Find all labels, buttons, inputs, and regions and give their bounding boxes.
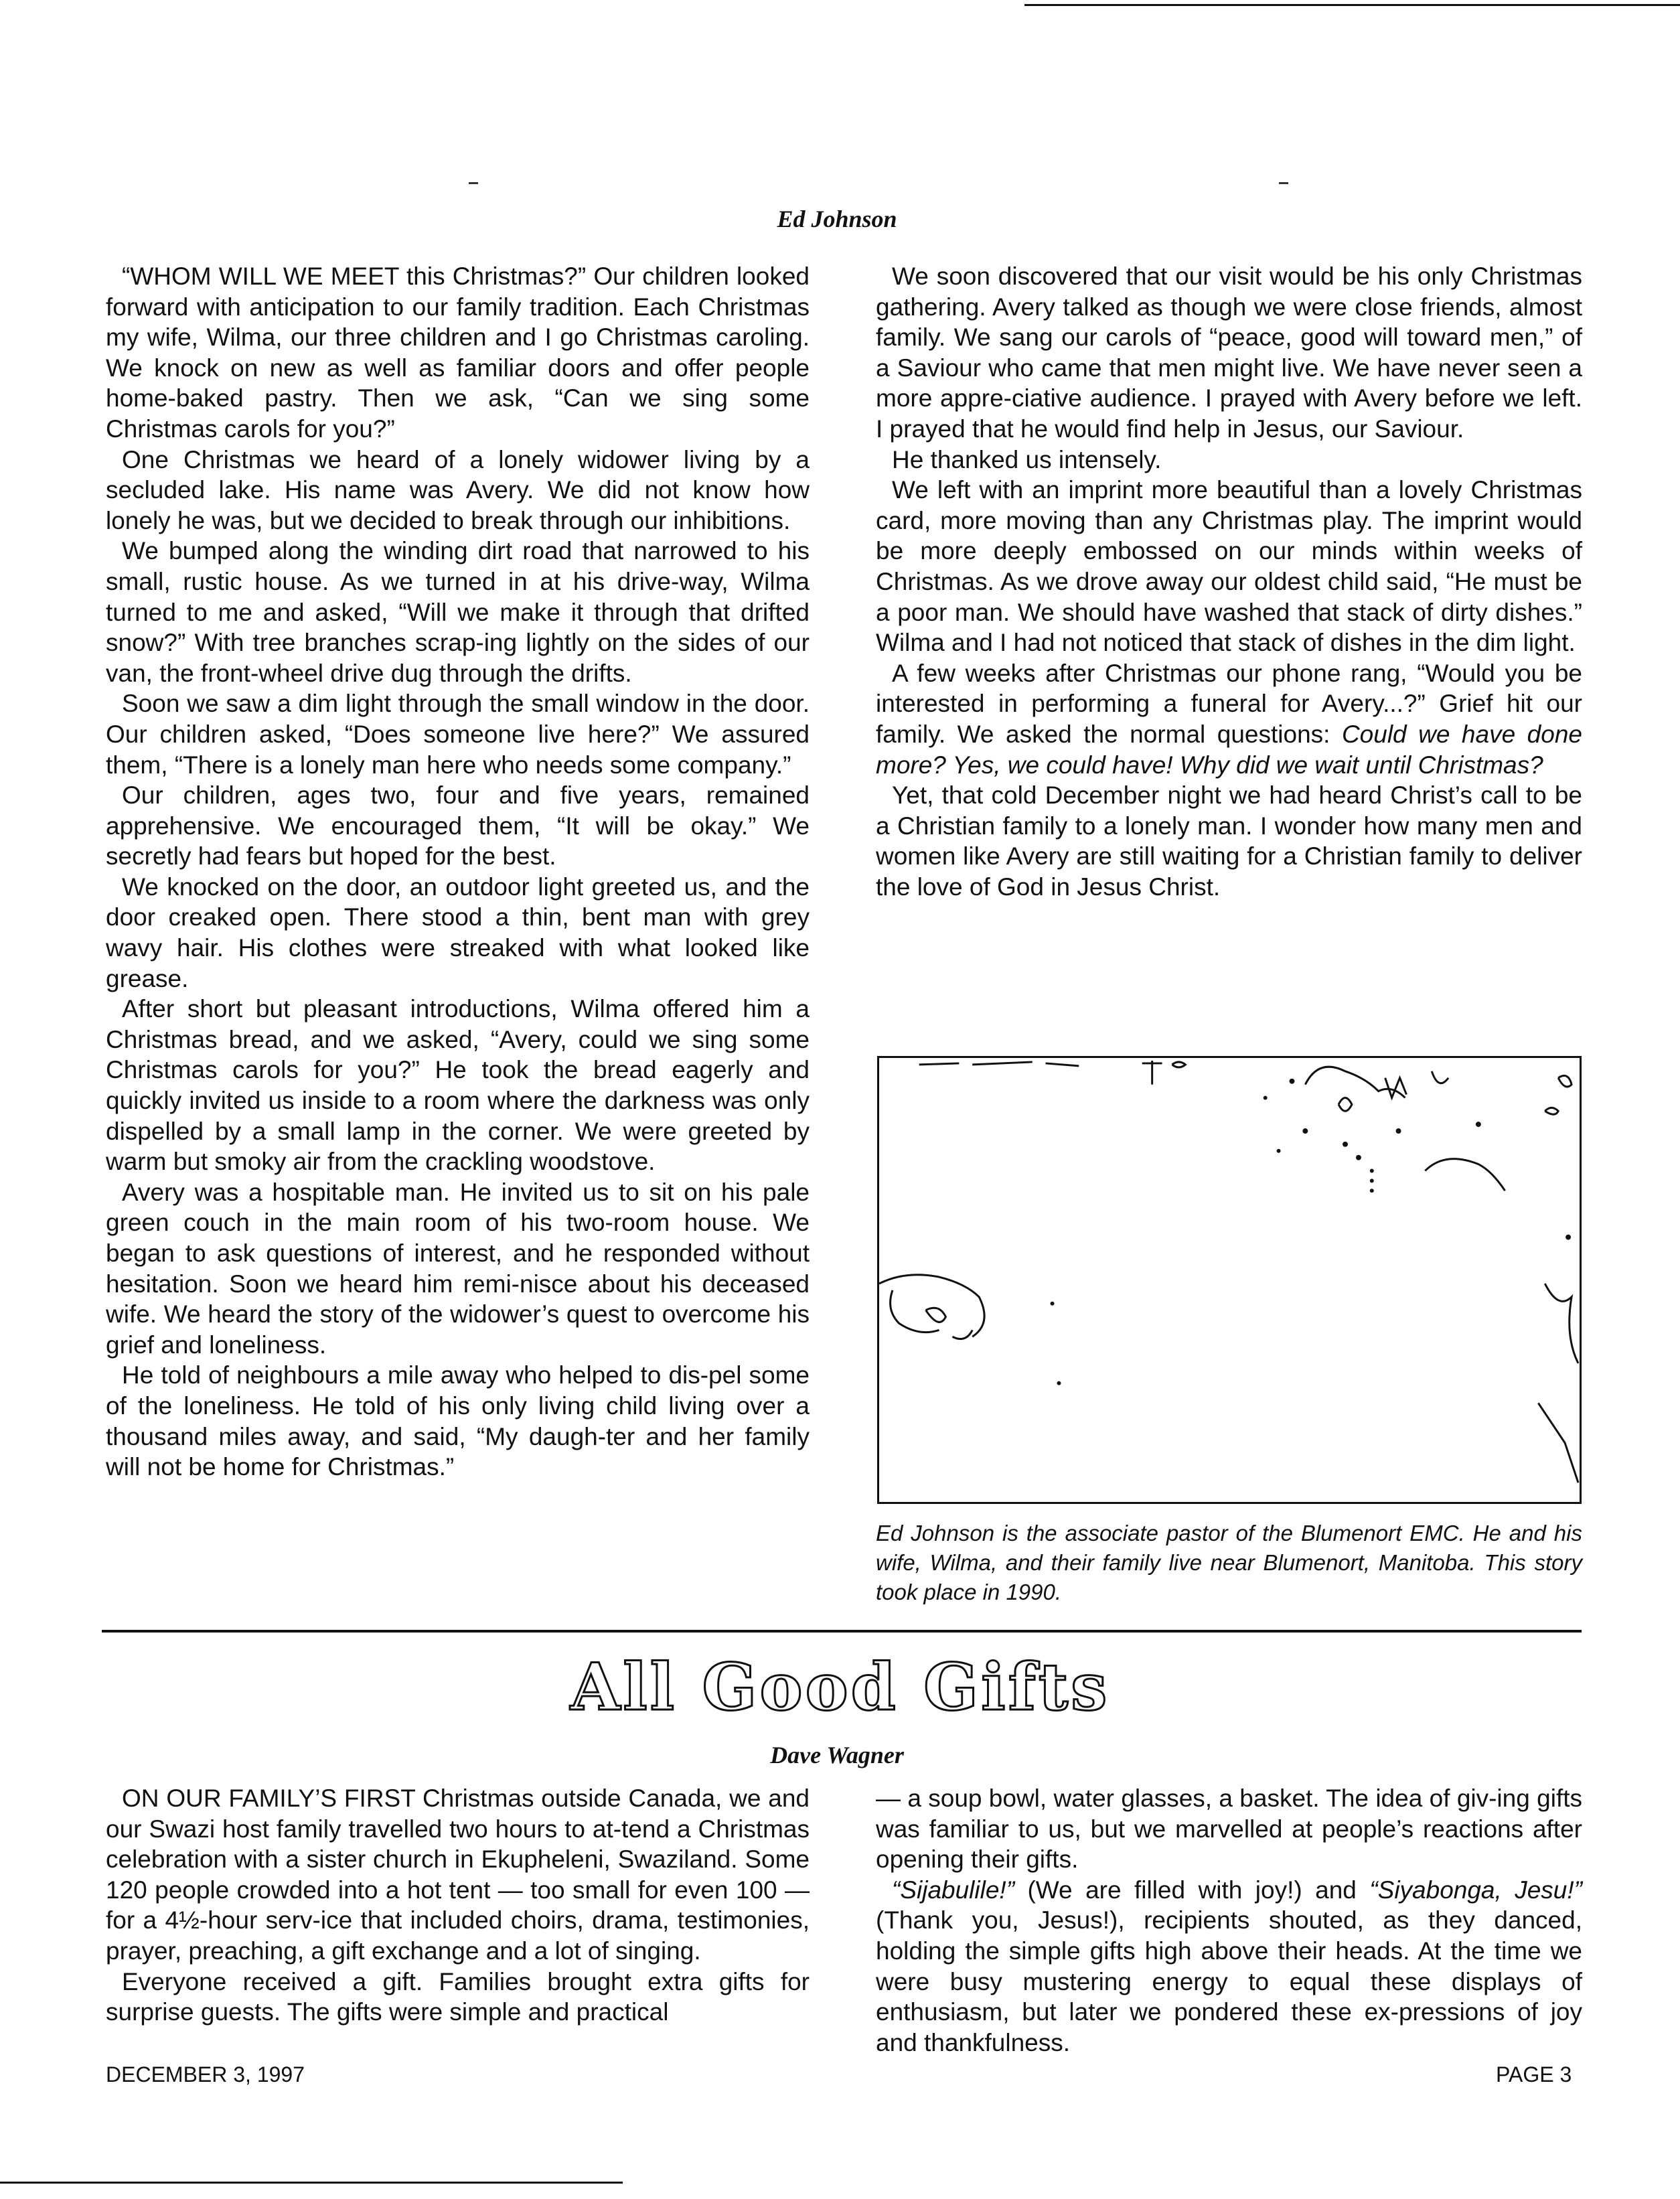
paragraph: We knocked on the door, an outdoor light greeted us, and the door creaked open. There stood a thin, bent man with grey wavy hair. His clothes were streaked with what looked like grease. — [106, 873, 810, 992]
paragraph: Soon we saw a dim light through the small window in the door. Our children asked, “Does someone live here?” We assured them, “There is a lonely man here who needs some company.” — [106, 690, 810, 779]
paragraph-text: (We are filled with joy!) and — [1014, 1876, 1370, 1904]
paragraph: — a soup bowl, water glasses, a basket. The idea of giv-ing gifts was familiar to us, but we marvelled at people’s reactions after opening their gifts. — [876, 1785, 1582, 1874]
article2-right-column — [876, 1783, 1582, 2058]
bottom-rule — [0, 2182, 623, 2184]
footer-page-number: PAGE 3 — [1496, 2062, 1572, 2087]
paragraph: After short but pleasant introductions, Wilma offered him a Christmas bread, and we asked, “Avery, could we sing some Christmas carols for you?” He took the bread eagerly and quickly invited us inside to a room where the darkness was only dispelled by a small lamp in the corner. We were greeted by warm but smoky air from the crackling woodstove. — [106, 995, 810, 1176]
paragraph: Yet, that cold December night we had heard Christ’s call to be a Christian family to a lonely man. I wonder how many men and women like Avery are still waiting for a Christian family to deliver the love of God in Jesus Christ. — [876, 781, 1582, 901]
article2-byline: Dave Wagner — [770, 1742, 904, 1768]
quote-siswati-2: “Siyabonga, Jesu!” — [1369, 1876, 1582, 1904]
paragraph: We soon discovered that our visit would be his only Christmas gathering. Avery talked as though we were close friends, almost family. We sang our carols of “peace, good will toward men,” of a Saviour who came that men might live. We have never seen a more appre-ciative audience. I prayed with Avery before we left. I prayed that he would find help in Jesus, our Saviour. — [876, 262, 1582, 443]
paragraph: He told of neighbours a mile away who helped to dis-pel some of the loneliness. He told of his only living child living over a thousand miles away, and said, “My daugh-ter and her family will not be home for Christmas.” — [106, 1361, 810, 1481]
paragraph — [876, 1875, 1582, 2058]
paragraph: Everyone received a gift. Families brought extra gifts for surprise guests. The gifts were simple and practical — [106, 1967, 810, 2026]
photo-caption: Ed Johnson is the associate pastor of the Blumenort EMC. He and his wife, Wilma, and their family live near Blumenort, Manitoba. This story took place in 1990. — [876, 1521, 1582, 1604]
paragraph: We left with an imprint more beautiful than a lovely Christmas card, more moving than any Christmas play. The imprint would be more deeply embossed on our minds within weeks of Christmas. As we drove away our oldest child said, “He must be a poor man. We should have washed that stack of dirty dishes.” Wilma and I had not noticed that stack of dishes in the dim light. — [876, 476, 1582, 657]
footer-date: DECEMBER 3, 1997 — [106, 2062, 305, 2087]
paragraph: He thanked us intensely. — [892, 445, 1162, 473]
paragraph: Our children, ages two, four and five years, remained apprehensive. We encouraged them, “It will be okay.” We secretly had fears but hoped for the best. — [106, 781, 810, 870]
paragraph: We bumped along the winding dirt road that narrowed to his small, rustic house. As we turned in at his drive-way, Wilma turned to me and asked, “Will we make it through that drifted snow?” With tree branches scrap-ing lightly on the sides of our van, the front-wheel drive dug through the drifts. — [106, 537, 810, 687]
article2-left-column — [106, 1783, 810, 2028]
paragraph-text: A few weeks after Christmas our phone rang, “Would you be interested in performing a funeral for Avery...?” Grief hit our family. We asked the normal questions: — [876, 659, 1582, 748]
paragraph: One Christmas we heard of a lonely widower living by a secluded lake. His name was Avery. We did not know how lonely he was, but we decided to break through our inhibitions. — [106, 445, 810, 534]
scan-speck — [469, 182, 478, 184]
paragraph — [876, 658, 1582, 780]
paragraph: “WHOM WILL WE MEET this Christmas?” Our children looked forward with anticipation to our family tradition. Each Christmas my wife, Wilma, our three children and I go Christmas caroling. We knock on new as well as familiar doors and offer people home-baked pastry. Then we ask, “Can we sing some Christmas carols for you?” — [106, 262, 810, 443]
quote-siswati-1: “Sijabulile!” — [892, 1876, 1015, 1904]
scan-speck — [1279, 182, 1288, 184]
article1-byline: Ed Johnson — [777, 206, 897, 232]
article2-headline: All Good Gifts — [570, 1649, 1110, 1725]
photo-illustration — [879, 1058, 1580, 1502]
paragraph-text: (Thank you, Jesus!), recipients shouted, as they danced, holding the simple gifts high above their heads. At the time we were busy mustering energy to equal these displays of enthusiasm, but later we pondered these ex-pressions of joy and thankfulness. — [876, 1906, 1582, 2056]
article1-right-column — [876, 261, 1582, 902]
top-rule — [1024, 4, 1680, 6]
italic-questions: Could we have done more? Yes, we could have! Why did we wait until Christmas? — [876, 720, 1582, 779]
family-photo — [877, 1056, 1582, 1504]
paragraph: ON OUR FAMILY’S FIRST Christmas outside Canada, we and our Swazi host family travelled two hours to at-tend a Christmas celebration with a sister church in Ekupheleni, Swaziland. Some 120 people crowded into a hot tent — too small for even 100 — for a 4½-hour serv-ice that included choirs, drama, testimonies, prayer, preaching, a gift exchange and a lot of singing. — [106, 1785, 810, 1965]
article1-left-column — [106, 261, 810, 1483]
section-divider — [102, 1630, 1582, 1633]
paragraph: Avery was a hospitable man. He invited us to sit on his pale green couch in the main room of his two-room house. We began to ask questions of interest, and he responded without hesitation. Soon we heard him remi-nisce about his deceased wife. We heard the story of the widower’s quest to overcome his grief and loneliness. — [106, 1178, 810, 1359]
